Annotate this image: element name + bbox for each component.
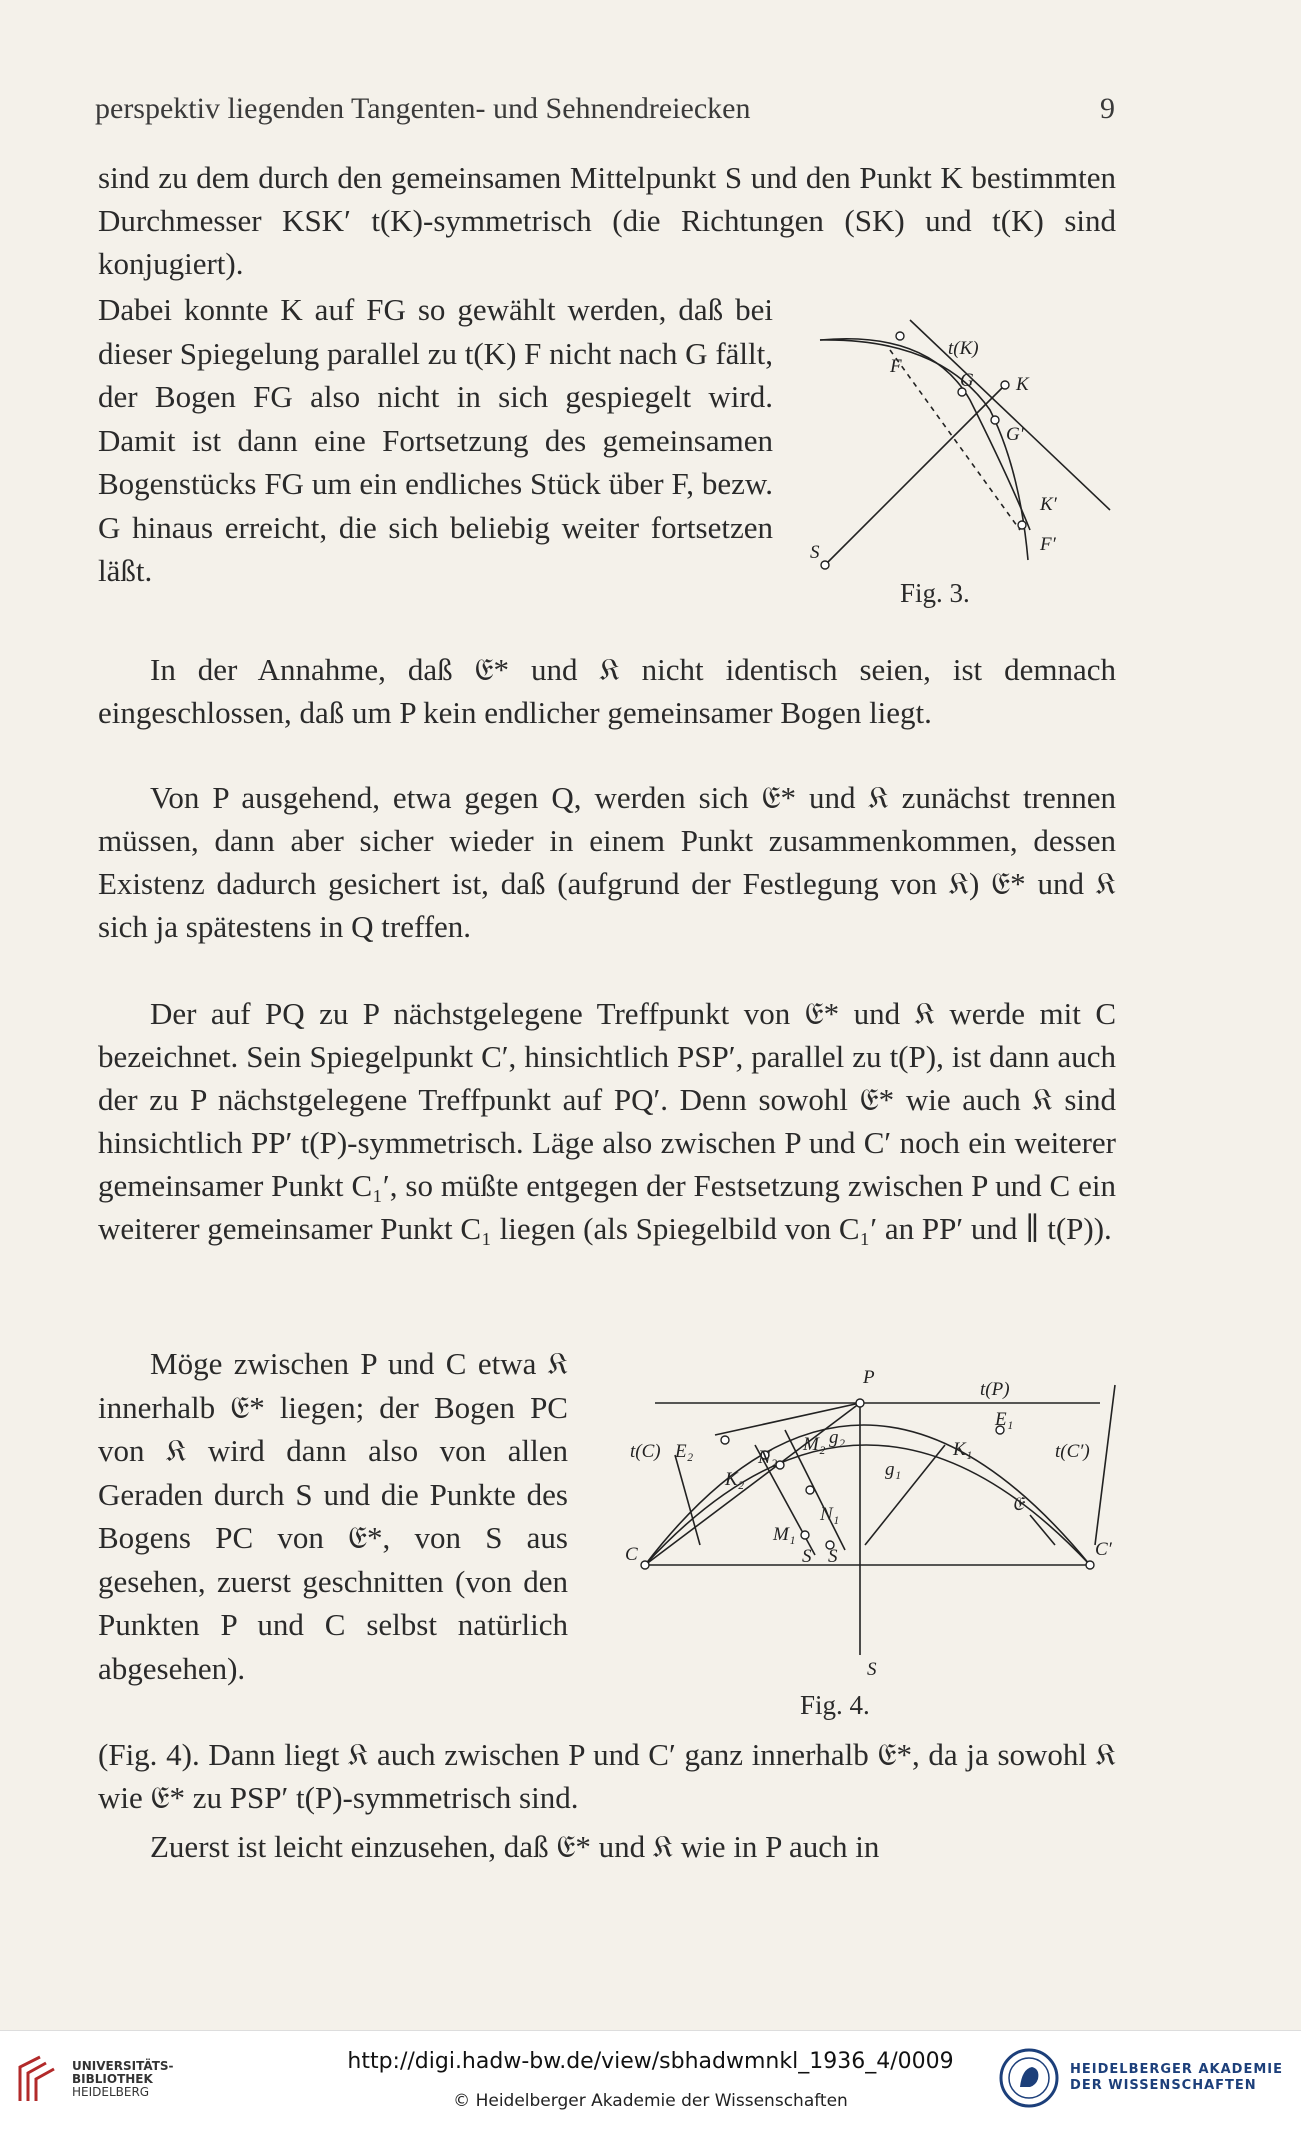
fig3-dash-ff: [890, 350, 1020, 530]
fig4-label-g2: g₂: [829, 1427, 846, 1448]
fig3-line-s: [825, 385, 1005, 565]
page-number: 9: [1100, 92, 1115, 125]
library-line-3: HEIDELBERG: [72, 2084, 150, 2099]
fig3-label-s: S: [810, 542, 820, 563]
header-title: perspektiv liegenden Tangenten- und Sehnendreiecken: [95, 92, 751, 125]
fig4-label-e2: E₂: [675, 1441, 694, 1462]
library-line-1: UNIVERSITÄTS-: [72, 2058, 174, 2073]
fig4-label-n1: N₁: [820, 1504, 840, 1525]
fig3-label-k: K: [1016, 374, 1029, 395]
paragraph-7: (Fig. 4). Dann liegt 𝔎 auch zwischen P und C′ ganz innerhalb 𝔈*, da ja sowohl 𝔎 wie 𝔈* zu PSP′ t(P)-symmetrisch sind.: [98, 1737, 1116, 1815]
fig3-curve-inner: [820, 340, 1028, 560]
fig4-label-s2: S: [828, 1546, 838, 1567]
figure-4: [615, 1345, 1120, 1685]
paragraph-1: sind zu dem durch den gemeinsamen Mittelpunkt S und den Punkt K bestimmten Durchmesser KSK′ t(K)-symmetrisch (die Richtungen (SK) und t(K) sind konjugiert).: [98, 160, 1116, 281]
copyright-notice: © Heidelberger Akademie der Wissenschaften: [453, 2091, 848, 2111]
fig4-label-s3: S: [867, 1659, 877, 1680]
fig4-label-k2: K₂: [725, 1469, 745, 1490]
fig3-label-tk: t(K): [948, 338, 979, 359]
fig4-label-frak-e: 𝔈: [1012, 1494, 1024, 1515]
academy-seal-icon: [998, 2047, 1060, 2109]
academy-line-2: DER WISSENSCHAFTEN: [1070, 2078, 1257, 2093]
academy-logo[interactable]: [998, 2047, 1283, 2109]
fig4-label-k1: K₁: [953, 1439, 973, 1460]
figure-3: [790, 300, 1120, 600]
academy-line-1: HEIDELBERGER AKADEMIE: [1070, 2062, 1283, 2077]
fig4-label-c: C: [625, 1544, 638, 1565]
fig4-label-m2: M₂: [803, 1434, 826, 1455]
fig4-label-n2: N₂: [758, 1447, 778, 1468]
paragraph-8: Zuerst ist leicht einzusehen, daß 𝔈* und 𝔎 wie in P auch in: [150, 1829, 880, 1864]
fig3-caption: Fig. 3.: [900, 578, 970, 608]
fig4-label-c2: C′: [1095, 1539, 1112, 1560]
paragraph-6: Möge zwischen P und C etwa 𝔎 innerhalb 𝔈* liegen; der Bogen PC von 𝔎 wird dann also von allen Geraden durch S und die Punkte des Bogens PC von 𝔈*, von S aus gesehen, zuerst geschnitten (von den Punkten P und C selbst natürlich abgesehen).: [98, 1346, 568, 1686]
permalink-url[interactable]: http://digi.hadw-bw.de/view/sbhadwmnkl_1936_4/0009: [347, 2049, 954, 2074]
fig4-label-g1: g₁: [885, 1459, 902, 1480]
library-line-2: BIBLIOTHEK: [72, 2071, 153, 2086]
fig3-label-f2: F′: [1040, 534, 1056, 555]
fig4-caption: Fig. 4.: [800, 1690, 870, 1720]
running-header: [95, 92, 1115, 126]
fig4-label-tc2: t(C′): [1055, 1441, 1090, 1462]
fig3-label-k2: K′: [1040, 494, 1057, 515]
fig3-label-g: G: [960, 370, 974, 391]
fig3-curve-outer: [820, 339, 1030, 530]
fig4-label-tc: t(C): [630, 1441, 661, 1462]
fig3-label-g2: G′: [1006, 424, 1024, 445]
fig3-label-f: F: [890, 356, 902, 377]
fig4-label-s1: S: [802, 1546, 812, 1567]
paragraph-5: Der auf PQ zu P nächstgelegene Treffpunkt von 𝔈* und 𝔎 werde mit C bezeichnet. Sein Spiegelpunkt C′, hinsichtlich PSP′, parallel zu t(P), ist dann auch der zu P nächstgelegene Treffpunkt auf PQ′. Denn sowohl 𝔈* wie auch 𝔎 sind hinsichtlich PP′ t(P)-symmetrisch. Läge also zwischen P und C′ noch ein weiterer gemeinsamer Punkt C₁′, so müßte entgegen der Festsetzung zwischen P und C ein weiterer gemeinsamer Punkt C₁ liegen (als Spiegelbild von C₁′ an PP′ und ∥ t(P)).: [98, 996, 1116, 1246]
paragraph-2: Dabei konnte K auf FG so gewählt werden, daß bei dieser Spiegelung parallel zu t(K) F nicht nach G fällt, der Bogen FG also nicht in sich gespiegelt wird. Damit ist dann eine Fortsetzung des gemeinsamen Bogenstücks FG um ein endliches Stück über F, bezw. G hinaus erreicht, die sich beliebig weiter fortsetzen läßt.: [98, 292, 773, 588]
footer-bar: [0, 2030, 1301, 2129]
fig4-label-m1: M₁: [773, 1524, 796, 1545]
fig4-label-tp: t(P): [980, 1379, 1010, 1400]
fig4-label-p: P: [863, 1367, 875, 1388]
paragraph-4: Von P ausgehend, etwa gegen Q, werden sich 𝔈* und 𝔎 zunächst trennen müssen, dann aber sicher wieder in einem Punkt zusammenkommen, dessen Existenz dadurch gesichert ist, daß (aufgrund der Festlegung von 𝔎) 𝔈* und 𝔎 sich ja spätestens in Q treffen.: [98, 780, 1116, 944]
fig4-label-e1: E₁: [995, 1409, 1014, 1430]
paragraph-3: In der Annahme, daß 𝔈* und 𝔎 nicht identisch seien, ist demnach eingeschlossen, daß um P kein endlicher gemeinsamer Bogen liegt.: [98, 652, 1116, 730]
